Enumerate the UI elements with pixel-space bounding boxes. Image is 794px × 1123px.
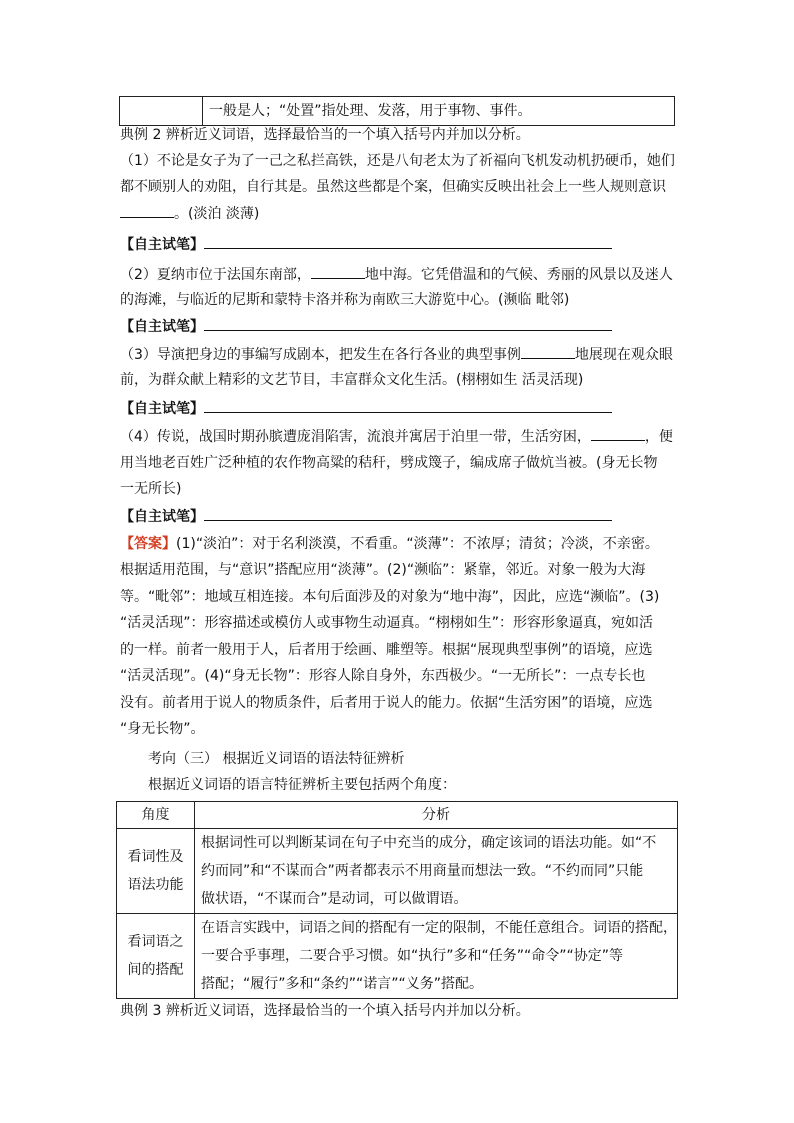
analysis-table: [116, 801, 678, 999]
angle-cell: [117, 914, 195, 999]
q2-line1-a: （2）夏纳市位于法国东南部，: [120, 267, 311, 283]
try-label: 【自主试笔】: [120, 401, 204, 417]
analysis-line3: 搭配；“履行”多和“条约”“诺言”“义务”搭配。: [201, 976, 484, 992]
answer-line4: “活灵活现”：形容描述或模仿人或事物生动逼真。“栩栩如生”：形容形象逼真，宛如活: [120, 615, 654, 631]
analysis-line3: 做状语，“不谋而合”是动词，可以做谓语。: [201, 891, 468, 907]
answer-blank[interactable]: [204, 234, 612, 249]
q4-line3: 一无所长): [120, 481, 182, 497]
analysis-line2: 一要合乎事理，二要合乎习惯。如“执行”多和“任务”“命令”“协定”等: [201, 948, 624, 964]
answer-line6: “活灵活现”。(4)“身无长物”：形容人除自身外，东西极少。“一无所长”：一点专长也: [120, 668, 646, 684]
q1-line3: [120, 203, 259, 224]
angle-line1: 看词语之: [127, 934, 184, 950]
top-table-text: 一般是人；“处置”指处理、发落，用于事物、事件。: [209, 103, 532, 119]
analysis-cell: [195, 914, 678, 999]
section3-intro: 根据近义词语的语言特征辨析主要包括两个角度：: [148, 777, 456, 793]
q1-line2: 都不顾别人的劝阻，自行其是。虽然这些都是个案，但确实反映出社会上一些人规则意识: [120, 179, 666, 195]
q2-line2: 的海滩，与临近的尼斯和蒙特卡洛并称为南欧三大游览中心。(濒临 毗邻): [120, 292, 570, 308]
answer-line1: [120, 534, 659, 554]
answer-blank[interactable]: [204, 398, 612, 413]
angle-line2: 间的搭配: [127, 962, 184, 978]
q3-line2: 前，为群众献上精彩的文艺节目，丰富群众文化生活。(栩栩如生 活灵活现): [120, 372, 584, 388]
q4-line1-b: ，便: [644, 429, 673, 445]
fill-blank[interactable]: [591, 426, 645, 441]
section3-title: 考向（三） 根据近义词语的语法特征辨析: [148, 751, 405, 767]
try-line-2: [120, 316, 612, 337]
try-line-1: [120, 234, 612, 255]
table-row: [117, 829, 678, 914]
analysis-line2: 约而同”和“不谋而合”两者都表示不用商量而想法一致。“不约而同”只能: [201, 863, 644, 879]
fill-blank[interactable]: [521, 344, 575, 359]
try-label: 【自主试笔】: [120, 509, 204, 525]
table-row: [117, 914, 678, 999]
answer-blank[interactable]: [204, 316, 612, 331]
q2-line1-b: 地中海。它凭借温和的气候、秀丽的风景以及迷人: [364, 267, 673, 283]
answer-tag: 【答案】: [120, 536, 176, 552]
try-line-4: [120, 506, 612, 527]
angle-line2: 语法功能: [127, 877, 184, 893]
q2-line1: [120, 264, 673, 285]
top-table-right-cell: [203, 97, 675, 126]
table-header-row: [117, 802, 678, 829]
q4-line1: [120, 426, 673, 447]
answer-line5: 的一样。前者一般用于人，后者用于绘画、雕塑等。根据“展现典型事例”的语境，应选: [120, 642, 653, 658]
answer-line7: 没有。前者用于说人的物质条件，后者用于说人的能力。依据“生活穷困”的语境，应选: [120, 695, 653, 711]
top-table-left-cell: [120, 97, 203, 126]
q3-line1: [120, 344, 673, 365]
fill-blank[interactable]: [120, 203, 174, 218]
answer-line2: 根据适用范围，与“意识”搭配应用“淡薄”。(2)“濒临”：紧靠，邻近。对象一般为大海: [120, 562, 646, 578]
header-analysis: 分析: [195, 802, 678, 829]
q1-line3-text: 。(淡泊 淡薄): [174, 206, 260, 222]
fill-blank[interactable]: [311, 264, 365, 279]
analysis-line1: 根据词性可以判断某词在句子中充当的成分，确定该词的语法功能。如“不: [201, 835, 657, 851]
analysis-line1: 在语言实践中，词语之间的搭配有一定的限制，不能任意组合。词语的搭配，: [201, 920, 677, 936]
answer-line1-text: (1)“淡泊”：对于名利淡漠，不看重。“淡薄”：不浓厚；清贫；冷淡，不亲密。: [176, 536, 659, 552]
q3-line1-b: 地展现在观众眼: [574, 347, 673, 363]
answer-blank[interactable]: [204, 506, 612, 521]
q3-line1-a: （3）导演把身边的事编写成剧本，把发生在各行各业的典型事例: [120, 347, 521, 363]
answer-line8: “身无长物”。: [120, 721, 205, 737]
try-line-3: [120, 398, 612, 419]
top-table-fragment: [119, 96, 675, 126]
header-angle: 角度: [117, 802, 195, 829]
q4-line1-a: （4）传说，战国时期孙膑遭庞涓陷害，流浪并寓居于泊里一带，生活穷困，: [120, 429, 591, 445]
q1-line1: （1）不论是女子为了一己之私拦高铁，还是八旬老太为了祈福向飞机发动机扔硬币，她们: [120, 153, 675, 169]
example3-heading: 典例 3 辨析近义词语，选择最恰当的一个填入括号内并加以分析。: [120, 1003, 530, 1019]
analysis-cell: [195, 829, 678, 914]
answer-line3: 等。“毗邻”：地域互相连接。本句后面涉及的对象为“地中海”，因此，应选“濒临”。(3): [120, 589, 660, 605]
try-label: 【自主试笔】: [120, 237, 204, 253]
example2-heading: 典例 2 辨析近义词语，选择最恰当的一个填入括号内并加以分析。: [120, 127, 530, 143]
angle-line1: 看词性及: [127, 849, 184, 865]
q4-line2: 用当地老百姓广泛种植的农作物高粱的秸秆，劈成篾子，编成席子做炕当被。(身无长物: [120, 455, 658, 471]
try-label: 【自主试笔】: [120, 319, 204, 335]
angle-cell: [117, 829, 195, 914]
